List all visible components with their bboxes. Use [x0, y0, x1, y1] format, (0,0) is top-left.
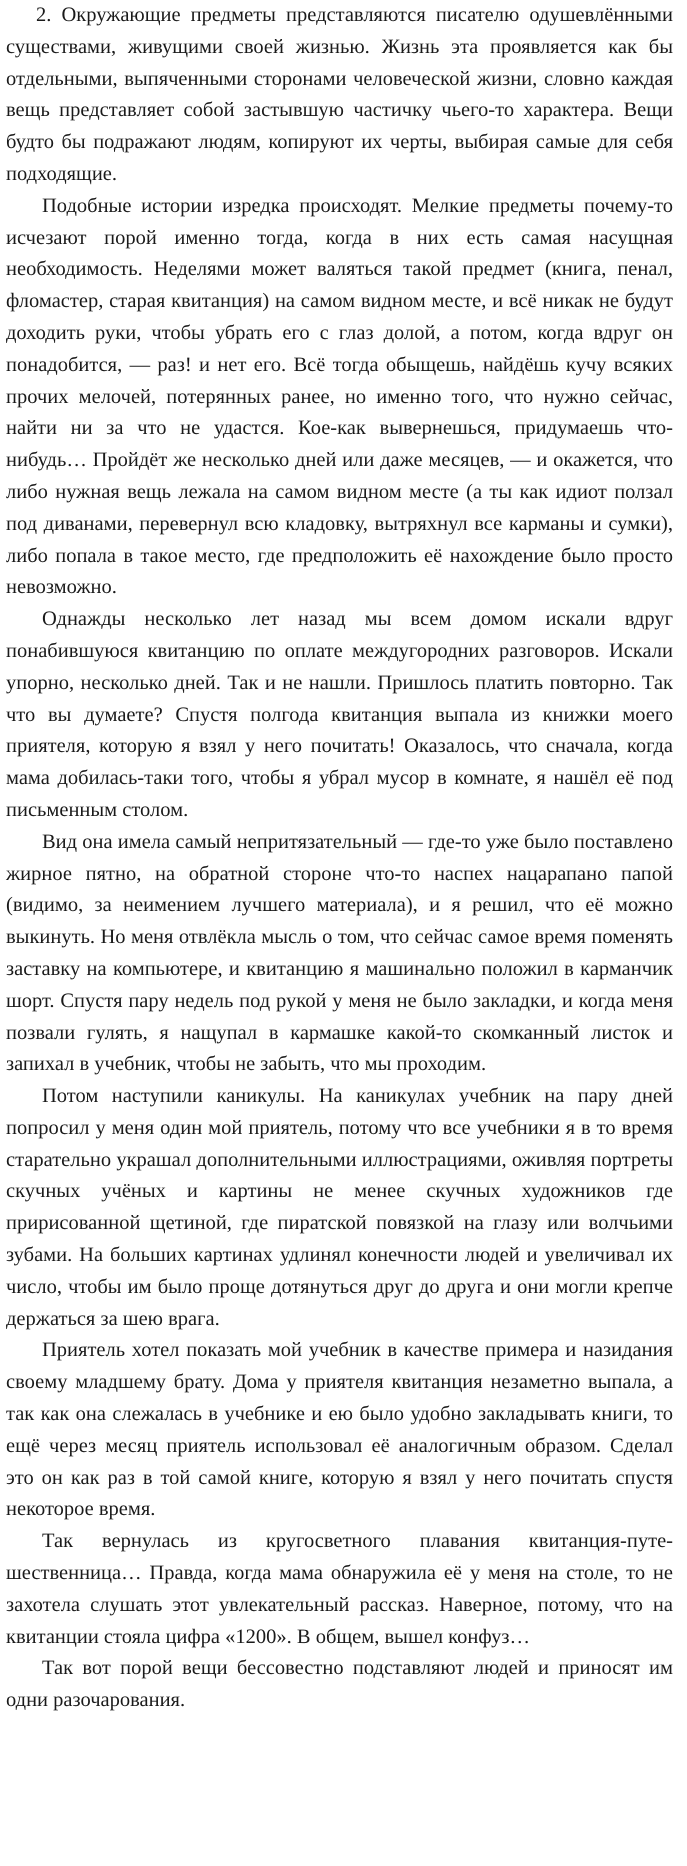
paragraph-7: Так вернулась из кругосветного плавания квитанция-путешественница… Правда, когда мама обнаружила её у меня на столе, то не захотела слушать этот увлекательный рассказ. Наверное, потому, что на квитанции стояла цифра «1200». В общем, вышел конфуз…	[6, 1530, 673, 1648]
paragraph-8: Так вот порой вещи бессовестно подставляют людей и приносят им одни разочарования.	[6, 1657, 673, 1712]
paragraph-6: Приятель хотел показать мой учебник в качестве примера и назидания своему младшему брату. Дома у приятеля квитанция незаметно выпала, а так как она слежалась в учебнике и ею было удобно закладывать книги, то ещё через месяц приятель использовал её аналогичным образом. Сделал это он как раз в той самой книге, которую я взял у него почитать спустя некоторое время.	[6, 1339, 673, 1521]
paragraph-4: Вид она имела самый непритязательный — где-то уже было поставлено жирное пятно, на обратной стороне что-то наспех нацарапано папой (видимо, за неимением лучшего материала), и я решил, что её можно выкинуть. Но меня отвлёкла мысль о том, что сейчас самое время поменять заставку на компьютере, и квитанцию я машинально положил в карманчик шорт. Спустя пару недель под рукой у меня не было закладки, и когда меня позвали гулять, я нащупал в кармашке какой-то скомканный листок и запихал в учебник, чтобы не забыть, что мы проходим.	[6, 830, 673, 1076]
paragraph-2: Подобные истории изредка происходят. Мелкие предметы почему-то исчезают порой именно тогда, когда в них есть самая насущная необходимость. Неделями может валяться такой предмет (книга, пенал, фломастер, старая квитанция) на самом видном месте, и всё никак не будут доходить руки, чтобы убрать его с глаз долой, а потом, когда вдруг он понадобится, — раз! и нет его. Всё тогда обыщешь, найдёшь кучу всяких прочих мелочей, потерянных ранее, но именно того, что нужно сейчас, найти ни за что не удастся. Кое-как вывернешься, придумаешь что-нибудь… Пройдёт же несколько дней или даже месяцев, — и окажется, что либо нужная вещь лежала на самом видном месте (а ты как идиот ползал под диванами, перевернул всю кладовку, вытряхнул все карманы и сумки), либо попала в такое место, где предположить её нахождение было просто невозможно.	[6, 194, 673, 599]
paragraph-5: Потом наступили каникулы. На каникулах учебник на пару дней попросил у меня один мой приятель, потому что все учебники я в то время старательно украшал дополнительными иллюстрациями, оживляя портреты скучных учёных и картины не менее скучных художников где пририсованной щетиной, где пиратской повязкой на глазу или волчьими зубами. На больших картинах удлинял конечности людей и увеличивал их число, чтобы им было проще дотянуться друг до друга и они могли крепче держаться за шею врага.	[6, 1085, 673, 1330]
paragraph-3: Однажды несколько лет назад мы всем домом искали вдруг понабившуюся квитанцию по оплате междугородних разговоров. Искали упорно, несколько дней. Так и не нашли. Пришлось платить повторно. Так что вы думаете? Спустя полгода квитанция выпала из книжки моего приятеля, которую я взял у него почитать! Оказалось, что сначала, когда мама добилась-таки того, чтобы я убрал мусор в комнате, я нашёл её под письменным столом.	[6, 608, 673, 821]
paragraph-1: 2. Окружающие предметы представляются писателю одушевлёнными существами, живущими своей жизнью. Жизнь эта проявляется как бы отдельными, выпяченными сторонами человеческой жизни, словно каждая вещь представляет собой застывшую частичку чьего-то характера. Вещи будто бы подражают людям, копируют их черты, выбирая самые для себя подходящие.	[6, 4, 673, 185]
